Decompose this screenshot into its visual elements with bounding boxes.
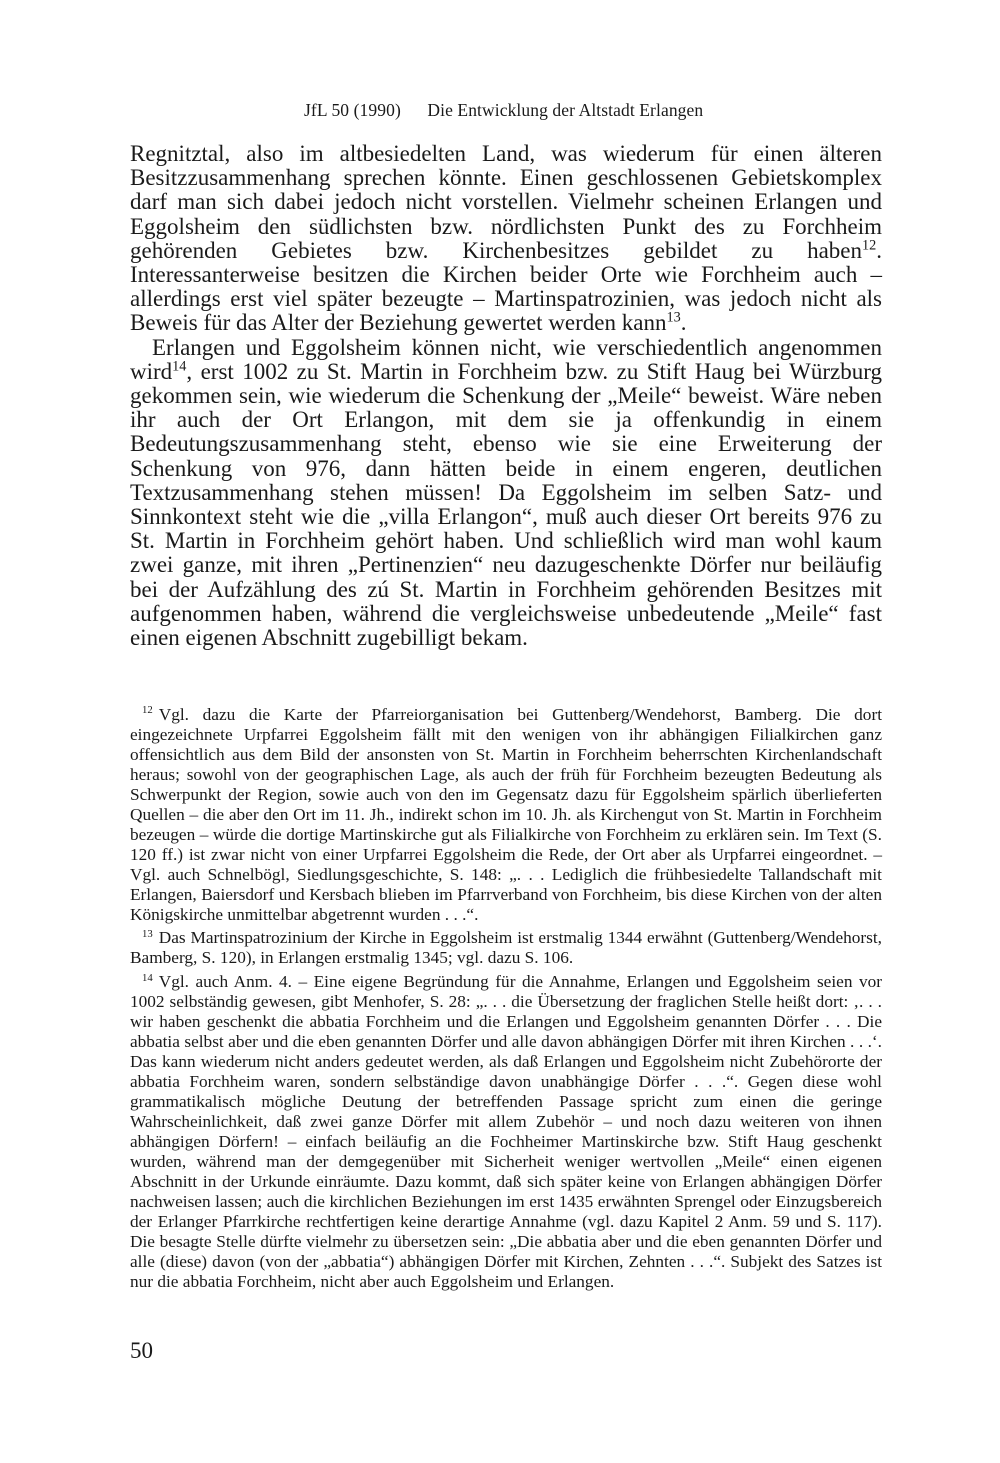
header-title: Die Entwicklung der Altstadt Erlangen: [427, 100, 704, 120]
footnote-12: [130, 705, 882, 924]
text-run: Regnitztal, also im altbesiedelten Land, was wiederum für einen älteren Besitzzusammenhang sprechen könnte. Einen geschlossenen Gebietskomplex darf man sich dabei jedoch nicht vorstellen. Vielmehr scheinen Erlangen und Eggolsheim den südlichsten bzw. nördlichsten Punkt des zu Forchheim gehörenden Gebietes bzw. Kirchenbesitzes gebildet zu haben: [130, 141, 882, 263]
footnotes: [130, 705, 882, 1296]
footnote-13: [130, 928, 882, 968]
footnote-ref-13[interactable]: 13: [666, 309, 681, 326]
footnote-text: Vgl. dazu die Karte der Pfarreiorganisation bei Guttenberg/Wendehorst, Bamberg. Die dort eingezeichnete Urpfarrei Eggolsheim fällt mit den wenigen von ihr abhängigen Filialkirchen ganz offensichtlich aus dem Bild der ansonsten von St. Martin in Forchheim beherrschten Kirchenlandschaft heraus; sowohl von der geographischen Lage, als auch der früh für Forchheim bezeugten Bedeutung als Schwerpunkt der Region, sowie auch von den im Gegensatz dazu für Eggolsheim spärlich überlieferten Quellen – die aber den Ort im 11. Jh., indirekt schon im 10. Jh. als Kirchengut von St. Martin in Forchheim bezeugen – würde die dortige Martinskirche gut als Filialkirche von Forchheim zu erklären sein. Im Text (S. 120 ff.) ist zwar nicht von einer Urpfarrei Eggolsheim die Rede, der Ort aber als Urpfarrei eingeordnet. – Vgl. auch Schnelbögl, Siedlungsgeschichte, S. 148: „. . . Lediglich die frühbesiedelte Tallandschaft mit Erlangen, Baiersdorf und Kersbach blieben im Pfarrverband von Forchheim, bis diese Kirchen von der alten Königskirche unmittelbar abgetrennt wurden . . .“.: [130, 705, 882, 924]
paragraph-1: [130, 142, 882, 336]
main-text: [130, 142, 882, 650]
text-run: .: [680, 310, 687, 336]
journal-citation: JfL 50 (1990): [304, 100, 401, 120]
footnote-ref-12[interactable]: 12: [862, 237, 877, 254]
footnote-number: 12: [142, 704, 153, 717]
text-run: Erlangen und Eggolsheim können nicht, wie verschiedentlich angenommen wird: [130, 334, 882, 384]
footnote-ref-14[interactable]: 14: [172, 358, 187, 375]
page-number: 50: [130, 1338, 153, 1363]
footnote-number: 13: [142, 927, 153, 940]
text-run: , erst 1002 zu St. Martin in Forchheim bzw. zu Stift Haug bei Würzburg gekommen sein, wie wiederum die Schenkung der „Meile“ beweist. Wäre neben ihr auch der Ort Erlangon, mit dem sie ja offenkundig in einem Bedeutungszusammenhang steht, ebenso wie sie eine Erweiterung der Schenkung von 976, dann hätten beide in einem engeren, deutlichen Textzusammenhang stehen müssen! Da Eggolsheim im selben Satz- und Sinnkontext steht wie die „villa Erlangon“, muß auch dieser Ort bereits 976 zu St. Martin in Forchheim gehört haben. Und schließlich wird man wohl kaum zwei ganze, mit ihren „Pertinenzien“ neu dazugeschenkte Dörfer nur beiläufig bei der Aufzählung des zú St. Martin in Forchheim gehörenden Besitzes mit aufgenommen haben, während die vergleichsweise unbedeutende „Meile“ fast einen eigenen Abschnitt zugebilligt bekam.: [130, 358, 882, 651]
footnote-text: Vgl. auch Anm. 4. – Eine eigene Begründung für die Annahme, Erlangen und Eggolsheim seien vor 1002 selbständig gewesen, gibt Menhofer, S. 28: „. . . die Übersetzung der fraglichen Stelle heißt dort: ‚. . . wir haben geschenkt die abbatia Forchheim und die Erlangen und Eggolsheim genannten Dörfer . . . Die abbatia selbst aber und die eben genannten Dörfer und alle davon abhängigen Dörfer mit ihren Kirchen . . .‘. Das kann wiederum nicht anders gedeutet werden, als daß Erlangen und Eggolsheim nicht Zubehörorte der abbatia Forchheim waren, sondern selbständige davon unabhängige Dörfer . . .“. Gegen diese wohl grammatikalisch mögliche Deutung der betreffenden Passage spricht zum einen die geringe Wahrscheinlichkeit, daß zwei ganze Dörfer mit allem Zubehör – und noch dazu weiteren von ihnen abhängigen Dörfern! – einfach beiläufig an die Fochheimer Martinskirche bzw. Stift Haug geschenkt wurden, während man der demgegenüber mit Sicherheit weniger wertvollen „Meile“ einen eigenen Abschnitt in der Urkunde einräumte. Dazu kommt, daß sich später keine von Erlangen abhängigen Dörfer nachweisen lassen; auch die kirchlichen Beziehungen im erst 1435 erwähnten Sprengel oder Einzugsbereich der Erlanger Pfarrkirche rechtfertigen keine derartige Annahme (vgl. dazu Kapitel 2 Anm. 59 und S. 117). Die besagte Stelle dürfte vielmehr zu übersetzen sein: „Die abbatia aber und die eben genannten Dörfer und alle (diese) davon (von der „abbatia“) abhängigen Dörfer mit Kirchen, Zehnten . . .“. Subjekt des Satzes ist nur die abbatia Forchheim, nicht aber auch Eggolsheim und Erlangen.: [130, 972, 882, 1291]
footnote-14: [130, 972, 882, 1291]
text-run: . Interessanterweise besitzen die Kirchen beider Orte wie Forchheim auch – allerdings erst viel später bezeugte – Martinspatrozinien, was jedoch nicht als Beweis für das Alter der Beziehung gewertet werden kann: [130, 237, 882, 336]
footnote-number: 14: [142, 971, 153, 984]
paragraph-2: [130, 336, 882, 651]
running-header: [304, 100, 703, 121]
footnote-text: Das Martinspatrozinium der Kirche in Eggolsheim ist erstmalig 1344 erwähnt (Guttenberg/Wendehorst, Bamberg, S. 120), in Erlangen erstmalig 1345; vgl. dazu S. 106.: [130, 928, 882, 968]
